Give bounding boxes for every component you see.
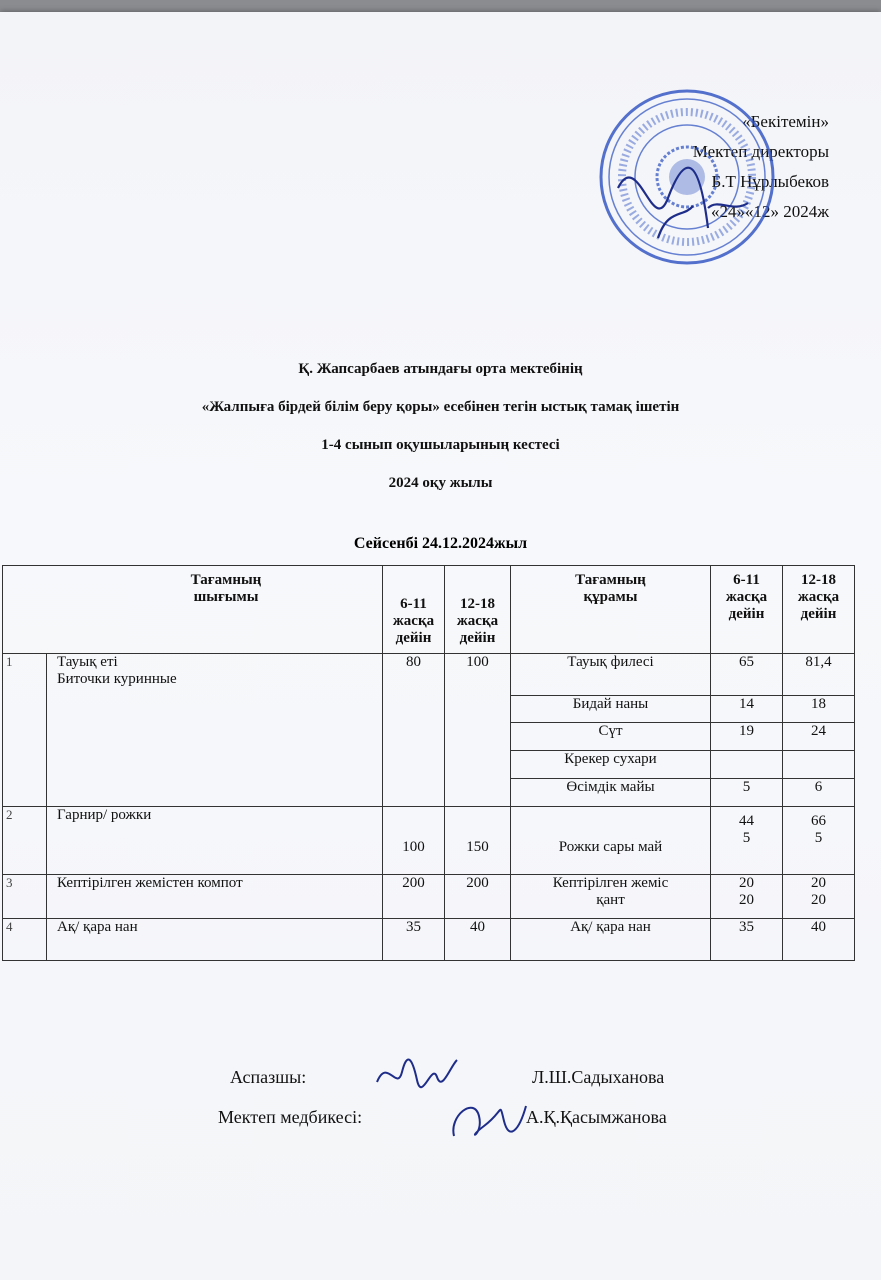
nurse-name: А.Қ.Қасымжанова [526,1107,667,1127]
row-number: 3 [3,875,47,919]
dish-amount-age2: 40 [445,919,511,961]
ingredient-age2: 81,4 [783,654,855,696]
dish-name-ru: Биточки куринные [57,671,177,687]
ingredient-age2: 6 [783,779,855,807]
title-school: Қ. Жапсарбаев атындағы орта мектебінің [298,361,583,377]
table-row [3,875,855,919]
menu-table [2,565,855,961]
table-row [3,807,855,875]
title-fund: «Жалпыға бірдей білім беру қоры» есебінен тегін ыстық тамақ ішетін [201,399,680,415]
ingredient: Кептірілген жеміс қант [511,875,711,919]
ingredient: Ақ/ қара нан [511,919,711,961]
ingredient-age2: 40 [783,919,855,961]
header-composition: Тағамның құрамы [511,566,711,654]
ingredient-age2: 66 5 [783,807,855,875]
approval-director: Б.Т Нұрлыбеков [711,172,829,191]
header-comp-age1: 6-11 жасқа дейін [711,566,783,654]
dish-amount-age1: 200 [383,875,445,919]
dish-name: Гарнир/ рожки [47,807,383,875]
nurse-label: Мектеп медбикесі: [218,1107,363,1127]
header-age2: 12-18 жасқа дейін [445,566,511,654]
dish-amount-age2: 150 [445,807,511,875]
ingredient-age1: 5 [711,779,783,807]
approval-position: Мектеп директоры [692,142,829,161]
menu-date: Сейсенбі 24.12.2024жыл [353,535,528,552]
ingredient-age1: 44 5 [711,807,783,875]
row-number: 2 [3,807,47,875]
approval-date: «24»«12» 2024ж [711,202,829,221]
dish-amount-age2: 100 [445,654,511,807]
cook-name: Л.Ш.Садыханова [532,1067,665,1087]
dish-name: Тауық еті [57,654,118,670]
dish-name: Ақ/ қара нан [47,919,383,961]
ingredient-age2: 18 [783,696,855,723]
ingredient-age1: 19 [711,723,783,751]
ingredient-age1: 65 [711,654,783,696]
dish-amount-age1: 80 [383,654,445,807]
ingredient: Тауық филесі [511,654,711,696]
table-row [3,919,855,961]
dish-cell [47,654,383,807]
document-page [0,12,881,1280]
table-header-row [3,566,855,654]
row-number: 4 [3,919,47,961]
ingredient-age2: 20 20 [783,875,855,919]
dish-amount-age1: 35 [383,919,445,961]
ingredient-age1 [711,751,783,779]
ingredient: Сүт [511,723,711,751]
dish-name: Кептірілген жемістен компот [47,875,383,919]
cook-label: Аспазшы: [230,1067,307,1087]
approval-title: «Бекітемін» [742,112,829,131]
ingredient: Рожки сары май [511,807,711,875]
nurse-signature [444,1086,530,1146]
row-number: 1 [3,654,47,807]
document-title [0,350,881,502]
header-comp-age2: 12-18 жасқа дейін [783,566,855,654]
ingredient-age2: 24 [783,723,855,751]
ingredient-age1: 14 [711,696,783,723]
dish-amount-age2: 200 [445,875,511,919]
ingredient-age2 [783,751,855,779]
title-grades: 1-4 сынып оқушыларының кестесі [321,437,560,453]
title-year: 2024 оқу жылы [388,475,493,491]
table-row [3,654,855,696]
official-stamp [598,88,776,266]
dish-amount-age1: 100 [383,807,445,875]
ingredient: Крекер сухари [511,751,711,779]
header-dish: Тағамның шығымы [3,566,383,654]
header-age1: 6-11 жасқа дейін [383,566,445,654]
ingredient-age1: 20 20 [711,875,783,919]
ingredient: Бидай наны [511,696,711,723]
ingredient: Өсімдік майы [511,779,711,807]
ingredient-age1: 35 [711,919,783,961]
